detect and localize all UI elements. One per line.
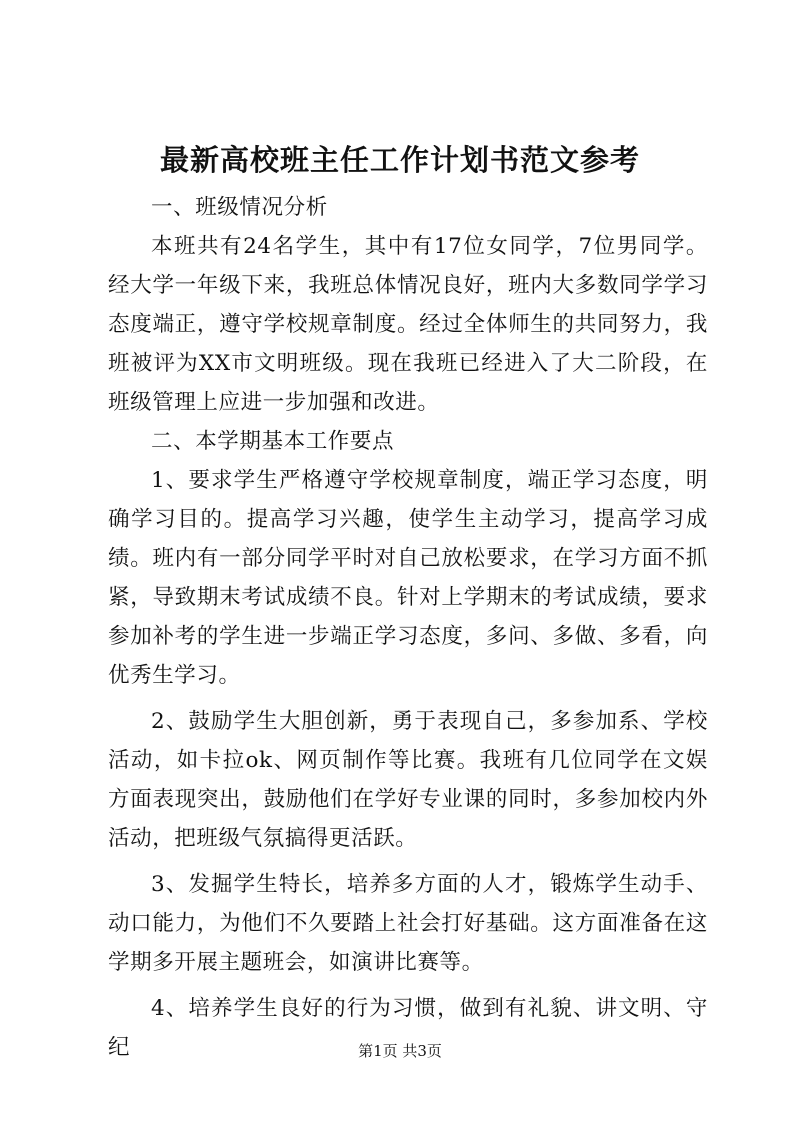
section-heading-work-points: 二、本学期基本工作要点	[151, 429, 395, 454]
paragraph-point-4: 4、培养学生良好的行为习惯，做到有礼貌、讲文明、守纪	[108, 996, 708, 1060]
paragraph-point-1: 1、要求学生严格遵守学校规章制度，端正学习态度，明确学习目的。提高学习兴趣，使学生主动学习，提高学习成绩。班内有一部分同学平时对自己放松要求，在学习方面不抓紧，导致期末考试成绩不良。针对上学期末的考试成绩，要求参加补考的学生进一步端正学习态度，多问、多做、多看，向优秀生学习。	[108, 468, 708, 688]
page-number-footer: 第1页 共3页	[358, 1042, 442, 1060]
paragraph-point-2: 2、鼓励学生大胆创新，勇于表现自己，多参加系、学校活动，如卡拉ok、网页制作等比赛。我班有几位同学在文娱方面表现突出，鼓励他们在学好专业课的同时，多参加校内外活动，把班级气氛搞得更活跃。	[108, 709, 708, 851]
paragraph-class-overview: 本班共有24名学生，其中有17位女同学，7位男同学。经大学一年级下来，我班总体情况良好，班内大多数同学学习态度端正，遵守学校规章制度。经过全体师生的共同努力，我班被评为XX市文明班级。现在我班已经进入了大二阶段，在班级管理上应进一步加强和改进。	[108, 234, 708, 415]
section-heading-class-analysis: 一、班级情况分析	[151, 195, 328, 220]
document-title: 最新高校班主任工作计划书范文参考	[159, 143, 640, 177]
paragraph-point-3: 3、发掘学生特长，培养多方面的人才，锻炼学生动手、动口能力，为他们不久要踏上社会打好基础。这方面准备在这学期多开展主题班会，如演讲比赛等。	[108, 872, 708, 975]
document-body	[108, 188, 708, 1067]
